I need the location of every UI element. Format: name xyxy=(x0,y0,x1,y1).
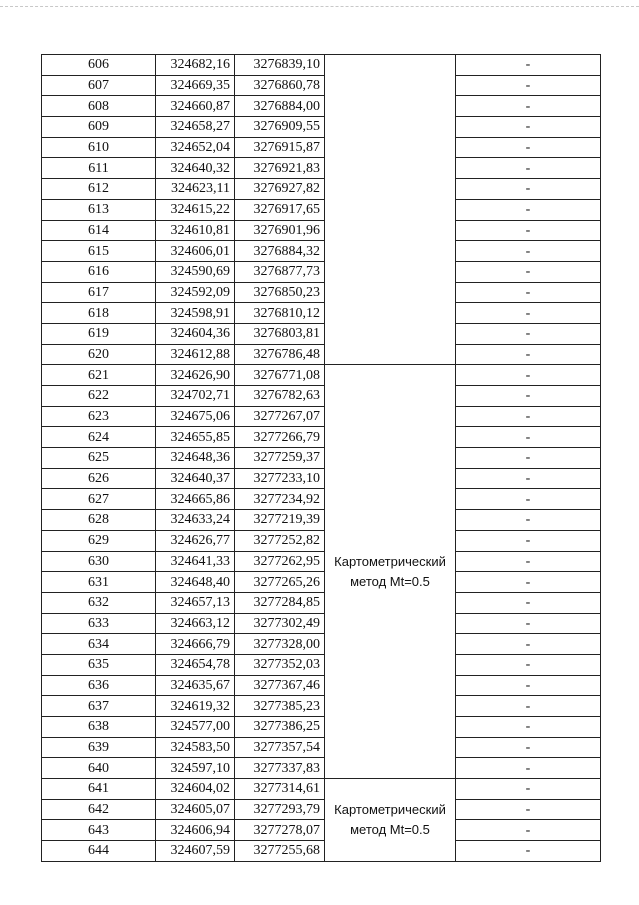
y-coordinate-cell: 3277278,07 xyxy=(235,820,325,841)
x-coordinate-cell: 324635,67 xyxy=(156,675,235,696)
dash-cell: - xyxy=(456,261,601,282)
table-row xyxy=(42,386,601,407)
dash-cell: - xyxy=(456,572,601,593)
method-line-1: Картометрический xyxy=(334,553,446,569)
point-number-cell: 612 xyxy=(42,179,156,200)
y-coordinate-cell: 3277234,92 xyxy=(235,489,325,510)
x-coordinate-cell: 324583,50 xyxy=(156,737,235,758)
method-cell xyxy=(325,779,456,862)
y-coordinate-cell: 3276909,55 xyxy=(235,117,325,138)
x-coordinate-cell: 324641,33 xyxy=(156,551,235,572)
table-row xyxy=(42,179,601,200)
table-row xyxy=(42,137,601,158)
table-row xyxy=(42,448,601,469)
table-row xyxy=(42,654,601,675)
point-number-cell: 626 xyxy=(42,468,156,489)
table-row xyxy=(42,820,601,841)
y-coordinate-cell: 3277259,37 xyxy=(235,448,325,469)
y-coordinate-cell: 3277385,23 xyxy=(235,696,325,717)
table-row xyxy=(42,696,601,717)
dash-cell: - xyxy=(456,634,601,655)
dash-cell: - xyxy=(456,406,601,427)
y-coordinate-cell: 3276921,83 xyxy=(235,158,325,179)
table-row xyxy=(42,261,601,282)
dash-cell: - xyxy=(456,468,601,489)
y-coordinate-cell: 3277314,61 xyxy=(235,779,325,800)
y-coordinate-cell: 3276901,96 xyxy=(235,220,325,241)
x-coordinate-cell: 324597,10 xyxy=(156,758,235,779)
coordinates-table xyxy=(41,54,601,862)
dash-cell: - xyxy=(456,675,601,696)
point-number-cell: 629 xyxy=(42,530,156,551)
point-number-cell: 611 xyxy=(42,158,156,179)
x-coordinate-cell: 324610,81 xyxy=(156,220,235,241)
table-row xyxy=(42,323,601,344)
y-coordinate-cell: 3277219,39 xyxy=(235,510,325,531)
x-coordinate-cell: 324648,36 xyxy=(156,448,235,469)
dash-cell: - xyxy=(456,654,601,675)
y-coordinate-cell: 3276810,12 xyxy=(235,303,325,324)
point-number-cell: 634 xyxy=(42,634,156,655)
x-coordinate-cell: 324669,35 xyxy=(156,75,235,96)
point-number-cell: 619 xyxy=(42,323,156,344)
table-row xyxy=(42,468,601,489)
point-number-cell: 618 xyxy=(42,303,156,324)
table-row xyxy=(42,841,601,862)
dash-cell: - xyxy=(456,158,601,179)
x-coordinate-cell: 324654,78 xyxy=(156,654,235,675)
x-coordinate-cell: 324577,00 xyxy=(156,717,235,738)
point-number-cell: 609 xyxy=(42,117,156,138)
x-coordinate-cell: 324665,86 xyxy=(156,489,235,510)
table-row xyxy=(42,96,601,117)
table-row xyxy=(42,758,601,779)
x-coordinate-cell: 324606,01 xyxy=(156,241,235,262)
y-coordinate-cell: 3277233,10 xyxy=(235,468,325,489)
y-coordinate-cell: 3276884,32 xyxy=(235,241,325,262)
dash-cell: - xyxy=(456,323,601,344)
x-coordinate-cell: 324633,24 xyxy=(156,510,235,531)
dash-cell: - xyxy=(456,510,601,531)
dash-cell: - xyxy=(456,344,601,365)
y-coordinate-cell: 3277262,95 xyxy=(235,551,325,572)
dash-cell: - xyxy=(456,427,601,448)
x-coordinate-cell: 324615,22 xyxy=(156,199,235,220)
table-row xyxy=(42,779,601,800)
table-row xyxy=(42,158,601,179)
dash-cell: - xyxy=(456,448,601,469)
point-number-cell: 614 xyxy=(42,220,156,241)
x-coordinate-cell: 324640,32 xyxy=(156,158,235,179)
x-coordinate-cell: 324666,79 xyxy=(156,634,235,655)
point-number-cell: 607 xyxy=(42,75,156,96)
point-number-cell: 642 xyxy=(42,799,156,820)
point-number-cell: 638 xyxy=(42,717,156,738)
point-number-cell: 623 xyxy=(42,406,156,427)
point-number-cell: 608 xyxy=(42,96,156,117)
y-coordinate-cell: 3276803,81 xyxy=(235,323,325,344)
point-number-cell: 622 xyxy=(42,386,156,407)
y-coordinate-cell: 3277328,00 xyxy=(235,634,325,655)
point-number-cell: 627 xyxy=(42,489,156,510)
x-coordinate-cell: 324623,11 xyxy=(156,179,235,200)
dash-cell: - xyxy=(456,365,601,386)
x-coordinate-cell: 324626,77 xyxy=(156,530,235,551)
dash-cell: - xyxy=(456,530,601,551)
table-row xyxy=(42,592,601,613)
x-coordinate-cell: 324607,59 xyxy=(156,841,235,862)
dash-cell: - xyxy=(456,779,601,800)
dash-cell: - xyxy=(456,841,601,862)
dash-cell: - xyxy=(456,799,601,820)
table-row xyxy=(42,406,601,427)
table-row xyxy=(42,117,601,138)
table-row xyxy=(42,489,601,510)
x-coordinate-cell: 324682,16 xyxy=(156,55,235,76)
y-coordinate-cell: 3277352,03 xyxy=(235,654,325,675)
table-row xyxy=(42,55,601,76)
y-coordinate-cell: 3277337,83 xyxy=(235,758,325,779)
y-coordinate-cell: 3276782,63 xyxy=(235,386,325,407)
point-number-cell: 633 xyxy=(42,613,156,634)
x-coordinate-cell: 324702,71 xyxy=(156,386,235,407)
dash-cell: - xyxy=(456,820,601,841)
table-row xyxy=(42,799,601,820)
method-cell xyxy=(325,55,456,365)
point-number-cell: 644 xyxy=(42,841,156,862)
x-coordinate-cell: 324655,85 xyxy=(156,427,235,448)
dash-cell: - xyxy=(456,737,601,758)
point-number-cell: 637 xyxy=(42,696,156,717)
y-coordinate-cell: 3277302,49 xyxy=(235,613,325,634)
dash-cell: - xyxy=(456,220,601,241)
table-row xyxy=(42,634,601,655)
y-coordinate-cell: 3276927,82 xyxy=(235,179,325,200)
point-number-cell: 624 xyxy=(42,427,156,448)
y-coordinate-cell: 3277386,25 xyxy=(235,717,325,738)
method-line-2: метод Mt=0.5 xyxy=(350,821,430,837)
table-row xyxy=(42,510,601,531)
dash-cell: - xyxy=(456,758,601,779)
y-coordinate-cell: 3276850,23 xyxy=(235,282,325,303)
x-coordinate-cell: 324592,09 xyxy=(156,282,235,303)
point-number-cell: 643 xyxy=(42,820,156,841)
x-coordinate-cell: 324619,32 xyxy=(156,696,235,717)
page-top-edge xyxy=(0,6,639,7)
table-row xyxy=(42,365,601,386)
point-number-cell: 610 xyxy=(42,137,156,158)
table-row xyxy=(42,675,601,696)
dash-cell: - xyxy=(456,75,601,96)
dash-cell: - xyxy=(456,137,601,158)
y-coordinate-cell: 3277293,79 xyxy=(235,799,325,820)
y-coordinate-cell: 3277267,07 xyxy=(235,406,325,427)
y-coordinate-cell: 3277284,85 xyxy=(235,592,325,613)
table-row xyxy=(42,282,601,303)
table-row xyxy=(42,220,601,241)
method-line-2: метод Mt=0.5 xyxy=(350,573,430,589)
point-number-cell: 639 xyxy=(42,737,156,758)
table-row xyxy=(42,551,601,572)
dash-cell: - xyxy=(456,303,601,324)
dash-cell: - xyxy=(456,55,601,76)
point-number-cell: 617 xyxy=(42,282,156,303)
dash-cell: - xyxy=(456,96,601,117)
y-coordinate-cell: 3276771,08 xyxy=(235,365,325,386)
point-number-cell: 636 xyxy=(42,675,156,696)
dash-cell: - xyxy=(456,696,601,717)
x-coordinate-cell: 324598,91 xyxy=(156,303,235,324)
x-coordinate-cell: 324660,87 xyxy=(156,96,235,117)
x-coordinate-cell: 324612,88 xyxy=(156,344,235,365)
table-row xyxy=(42,530,601,551)
x-coordinate-cell: 324648,40 xyxy=(156,572,235,593)
point-number-cell: 621 xyxy=(42,365,156,386)
x-coordinate-cell: 324590,69 xyxy=(156,261,235,282)
table-row xyxy=(42,737,601,758)
dash-cell: - xyxy=(456,386,601,407)
y-coordinate-cell: 3277265,26 xyxy=(235,572,325,593)
x-coordinate-cell: 324605,07 xyxy=(156,799,235,820)
point-number-cell: 606 xyxy=(42,55,156,76)
point-number-cell: 620 xyxy=(42,344,156,365)
y-coordinate-cell: 3276915,87 xyxy=(235,137,325,158)
table-row xyxy=(42,241,601,262)
method-line-1: Картометрический xyxy=(334,801,446,817)
method-cell xyxy=(325,365,456,779)
x-coordinate-cell: 324657,13 xyxy=(156,592,235,613)
y-coordinate-cell: 3277357,54 xyxy=(235,737,325,758)
table-row xyxy=(42,572,601,593)
table-row xyxy=(42,344,601,365)
dash-cell: - xyxy=(456,717,601,738)
x-coordinate-cell: 324675,06 xyxy=(156,406,235,427)
point-number-cell: 628 xyxy=(42,510,156,531)
y-coordinate-cell: 3276877,73 xyxy=(235,261,325,282)
x-coordinate-cell: 324640,37 xyxy=(156,468,235,489)
x-coordinate-cell: 324658,27 xyxy=(156,117,235,138)
table-row xyxy=(42,427,601,448)
x-coordinate-cell: 324663,12 xyxy=(156,613,235,634)
x-coordinate-cell: 324606,94 xyxy=(156,820,235,841)
x-coordinate-cell: 324604,02 xyxy=(156,779,235,800)
x-coordinate-cell: 324604,36 xyxy=(156,323,235,344)
point-number-cell: 635 xyxy=(42,654,156,675)
y-coordinate-cell: 3276786,48 xyxy=(235,344,325,365)
point-number-cell: 632 xyxy=(42,592,156,613)
point-number-cell: 616 xyxy=(42,261,156,282)
table-row xyxy=(42,75,601,96)
point-number-cell: 631 xyxy=(42,572,156,593)
y-coordinate-cell: 3276917,65 xyxy=(235,199,325,220)
dash-cell: - xyxy=(456,199,601,220)
y-coordinate-cell: 3277255,68 xyxy=(235,841,325,862)
point-number-cell: 641 xyxy=(42,779,156,800)
coordinates-table-body xyxy=(42,55,601,862)
y-coordinate-cell: 3276884,00 xyxy=(235,96,325,117)
dash-cell: - xyxy=(456,241,601,262)
dash-cell: - xyxy=(456,551,601,572)
dash-cell: - xyxy=(456,117,601,138)
x-coordinate-cell: 324652,04 xyxy=(156,137,235,158)
table-row xyxy=(42,717,601,738)
table-row xyxy=(42,613,601,634)
y-coordinate-cell: 3277266,79 xyxy=(235,427,325,448)
dash-cell: - xyxy=(456,592,601,613)
point-number-cell: 613 xyxy=(42,199,156,220)
dash-cell: - xyxy=(456,282,601,303)
table-row xyxy=(42,199,601,220)
point-number-cell: 625 xyxy=(42,448,156,469)
y-coordinate-cell: 3277252,82 xyxy=(235,530,325,551)
y-coordinate-cell: 3276860,78 xyxy=(235,75,325,96)
dash-cell: - xyxy=(456,613,601,634)
point-number-cell: 630 xyxy=(42,551,156,572)
dash-cell: - xyxy=(456,489,601,510)
y-coordinate-cell: 3276839,10 xyxy=(235,55,325,76)
point-number-cell: 640 xyxy=(42,758,156,779)
table-row xyxy=(42,303,601,324)
point-number-cell: 615 xyxy=(42,241,156,262)
dash-cell: - xyxy=(456,179,601,200)
y-coordinate-cell: 3277367,46 xyxy=(235,675,325,696)
x-coordinate-cell: 324626,90 xyxy=(156,365,235,386)
